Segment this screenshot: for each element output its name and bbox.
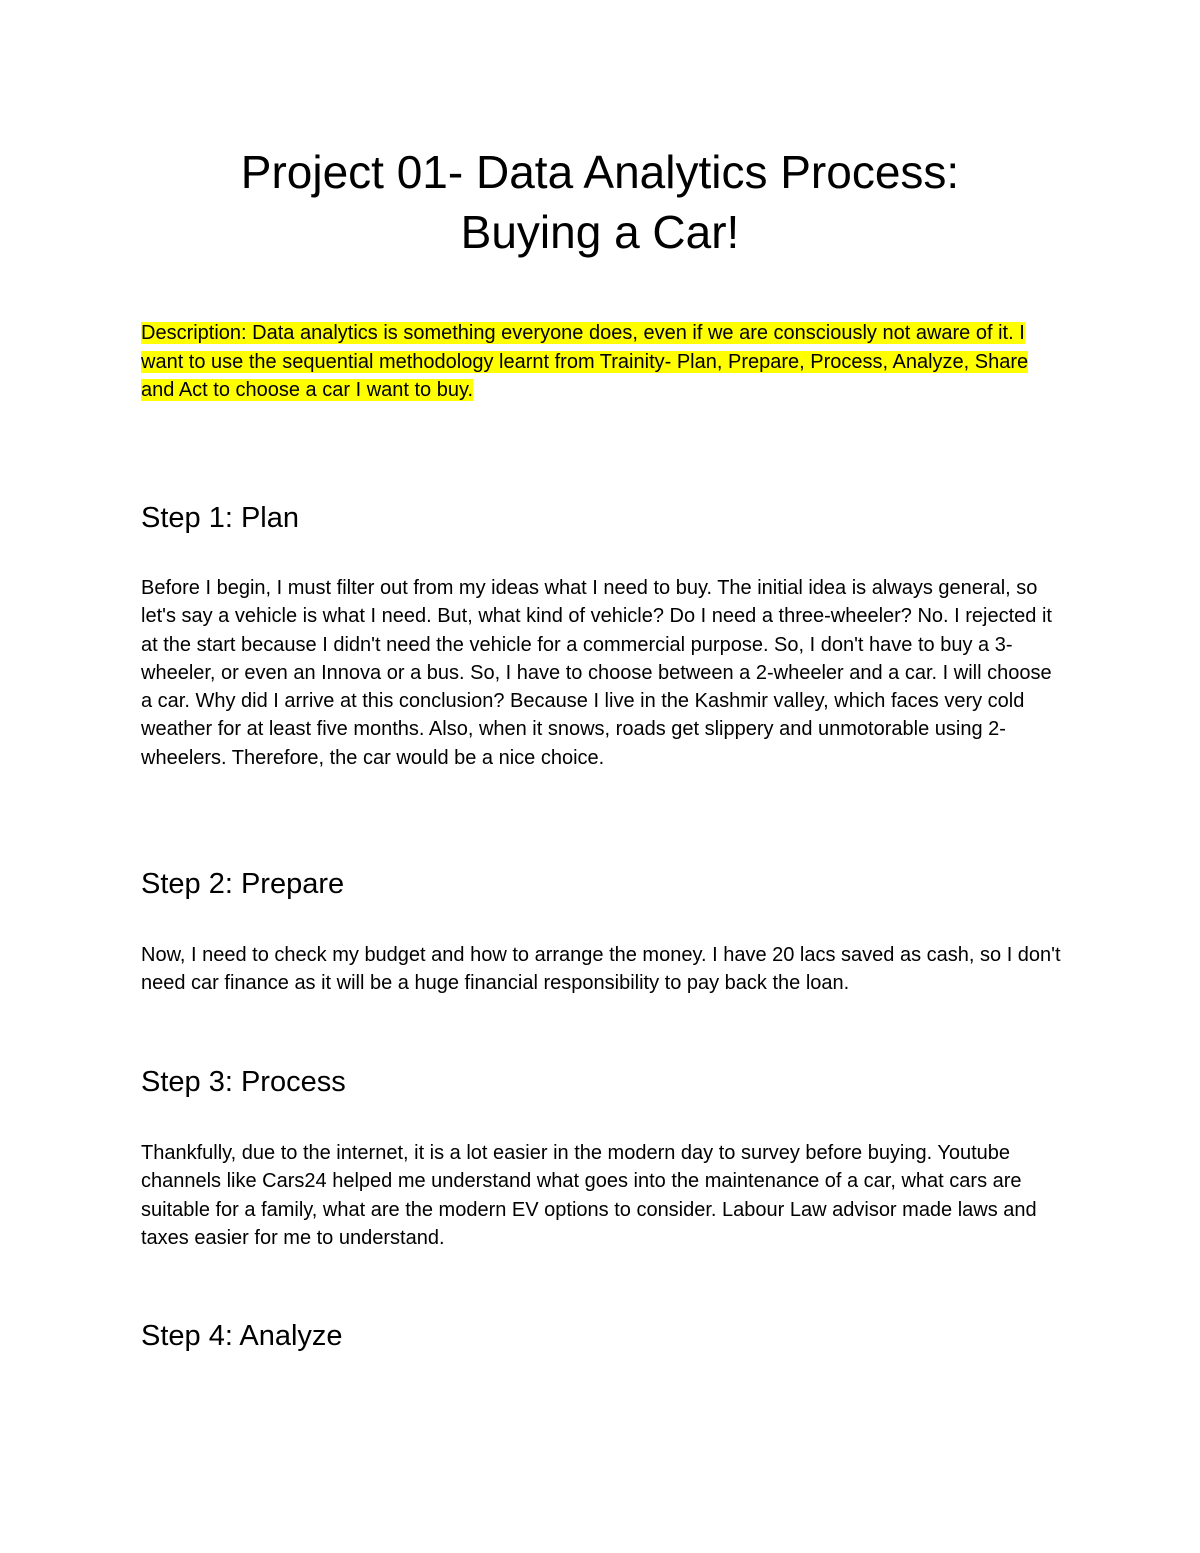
description-paragraph [141,319,1061,405]
step-3-heading: Step 3: Process [141,1066,346,1098]
step-3-body: Thankfully, due to the internet, it is a lot easier in the modern day to survey before buying. Youtube channels like Cars24 helped me understand what goes into the maintenance of a car, what cars are suitable for a family, what are the modern EV options to consider. Labour Law advisor made laws and taxes easier for me to understand. [141,1142,1037,1249]
step-2-heading: Step 2: Prepare [141,868,345,900]
step-2-body: Now, I need to check my budget and how to arrange the money. I have 20 lacs saved as cash, so I don't need car finance as it will be a huge financial responsibility to pay back the loan. [141,944,1061,995]
step-1-body: Before I begin, I must filter out from my ideas what I need to buy. The initial idea is always general, so let's say a vehicle is what I need. But, what kind of vehicle? Do I need a three-wheeler? No. I rejected it at the start because I didn't need the vehicle for a commercial purpose. So, I don't have to buy a 3-wheeler, or even an Innova or a bus. So, I have to choose between a 2-wheeler and a car. I will choose a car. Why did I arrive at this conclusion? Because I live in the Kashmir valley, which faces very cold weather for at least five months. Also, when it snows, roads get slippery and unmotorable using 2-wheelers. Therefore, the car would be a nice choice. [141,577,1052,769]
step-4-heading: Step 4: Analyze [141,1320,343,1352]
title-line-2: Buying a Car! [460,206,740,258]
document-title [0,142,1200,262]
title-line-1: Project 01- Data Analytics Process: [240,146,960,198]
step-1-heading: Step 1: Plan [141,502,299,534]
description-highlighted-text: Description: Data analytics is something everyone does, even if we are consciously not aware of it. I want to use the sequential methodology learnt from Trainity- Plan, Prepare, Process, Analyze, Share and Act to choose a car I want to buy. [141,322,1029,401]
